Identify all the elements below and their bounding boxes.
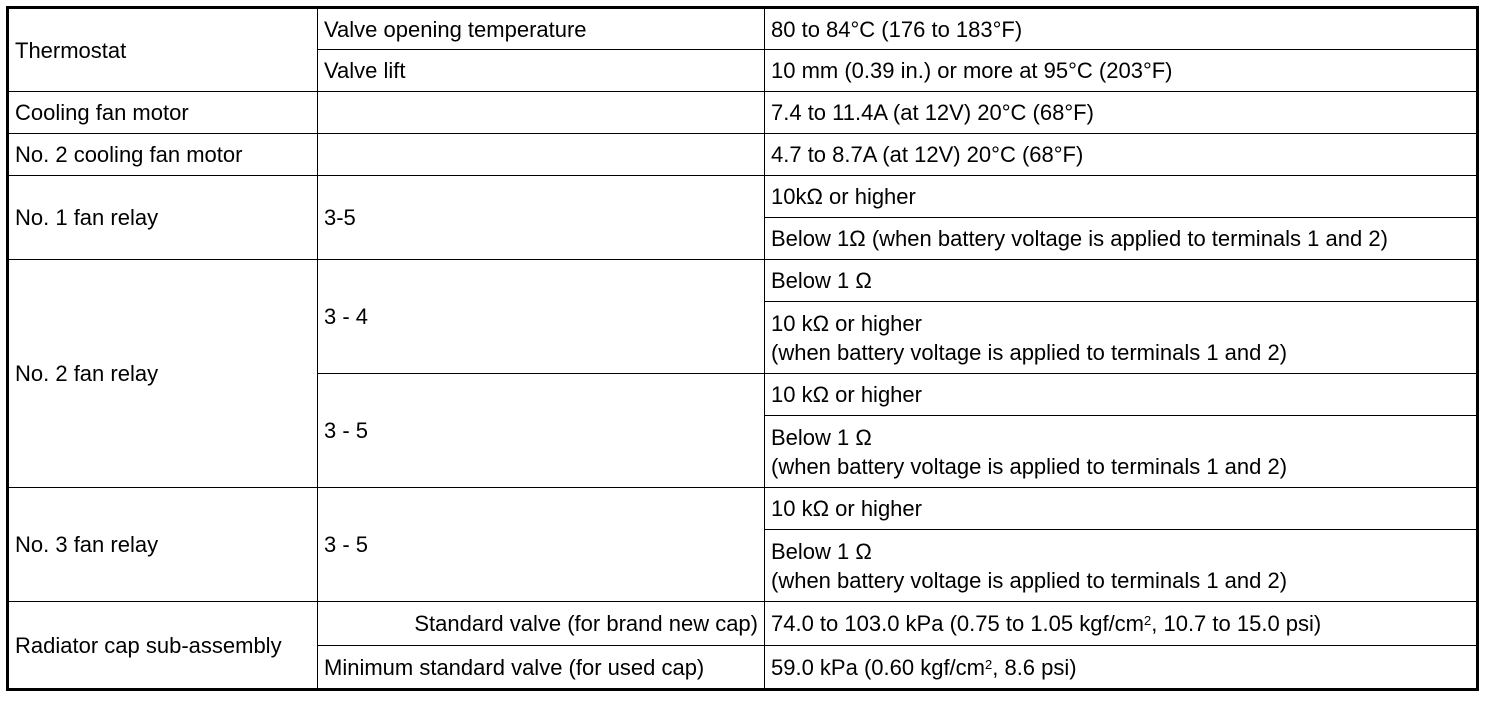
radiator-cap-label: Radiator cap sub-assembly: [8, 602, 318, 690]
table-row: [8, 488, 1478, 530]
table-row: [8, 260, 1478, 302]
value-line: Below 1 Ω: [771, 424, 872, 450]
no2-fan-relay-3-5-value-1: 10 kΩ or higher: [765, 374, 1478, 416]
standard-valve-item: Standard valve (for brand new cap): [318, 602, 765, 646]
table-row: [8, 176, 1478, 218]
no3-fan-relay-label: No. 3 fan relay: [8, 488, 318, 602]
value-text: 74.0 to 103.0 kPa (0.75 to 1.05 kgf/cm: [771, 611, 1145, 636]
standard-valve-value: [765, 602, 1478, 646]
no2-cooling-fan-motor-label: No. 2 cooling fan motor: [8, 134, 318, 176]
no1-fan-relay-value-1: 10kΩ or higher: [765, 176, 1478, 218]
minimum-valve-item: Minimum standard valve (for used cap): [318, 646, 765, 690]
superscript: 2: [985, 656, 993, 672]
no1-fan-relay-terminal: 3-5: [318, 176, 765, 260]
no3-fan-relay-terminal: 3 - 5: [318, 488, 765, 602]
value-text: 59.0 kPa (0.60 kgf/cm: [771, 654, 985, 680]
superscript: 2: [1144, 613, 1152, 628]
valve-lift-item: Valve lift: [318, 50, 765, 92]
no1-fan-relay-value-2: Below 1Ω (when battery voltage is applied to terminals 1 and 2): [765, 218, 1478, 260]
no3-fan-relay-value-2: [765, 530, 1478, 602]
table-row: [8, 602, 1478, 646]
table-row: [8, 8, 1478, 50]
no2-fan-relay-terminal-3-4: 3 - 4: [318, 260, 765, 374]
value-line: (when battery voltage is applied to terminals 1 and 2): [771, 567, 1288, 593]
no2-fan-relay-label: No. 2 fan relay: [8, 260, 318, 488]
no2-cooling-fan-motor-value: 4.7 to 8.7A (at 12V) 20°C (68°F): [765, 134, 1478, 176]
table-row: [8, 92, 1478, 134]
valve-lift-value: 10 mm (0.39 in.) or more at 95°C (203°F): [765, 50, 1478, 92]
table-row: [8, 134, 1478, 176]
no2-fan-relay-3-4-value-1: Below 1 Ω: [765, 260, 1478, 302]
no2-fan-relay-3-5-value-2: [765, 416, 1478, 488]
cooling-fan-motor-value: 7.4 to 11.4A (at 12V) 20°C (68°F): [765, 92, 1478, 134]
no2-fan-relay-terminal-3-5: 3 - 5: [318, 374, 765, 488]
no2-fan-relay-3-4-value-2: [765, 302, 1478, 374]
no2-cooling-fan-motor-item: [318, 134, 765, 176]
no3-fan-relay-value-1: 10 kΩ or higher: [765, 488, 1478, 530]
thermostat-label: Thermostat: [8, 8, 318, 92]
cooling-fan-motor-item: [318, 92, 765, 134]
value-line: (when battery voltage is applied to terminals 1 and 2): [771, 453, 1288, 479]
cooling-fan-motor-label: Cooling fan motor: [8, 92, 318, 134]
value-text: , 8.6 psi): [992, 654, 1077, 680]
value-line: 10 kΩ or higher: [771, 310, 922, 336]
minimum-valve-value: [765, 646, 1478, 690]
no1-fan-relay-label: No. 1 fan relay: [8, 176, 318, 260]
value-line: (when battery voltage is applied to terminals 1 and 2): [771, 339, 1288, 365]
specification-table: [6, 6, 1479, 691]
valve-opening-temp-value: 80 to 84°C (176 to 183°F): [765, 8, 1478, 50]
valve-opening-temp-item: Valve opening temperature: [318, 8, 765, 50]
value-text: , 10.7 to 15.0 psi): [1151, 611, 1322, 636]
value-line: Below 1 Ω: [771, 538, 872, 564]
